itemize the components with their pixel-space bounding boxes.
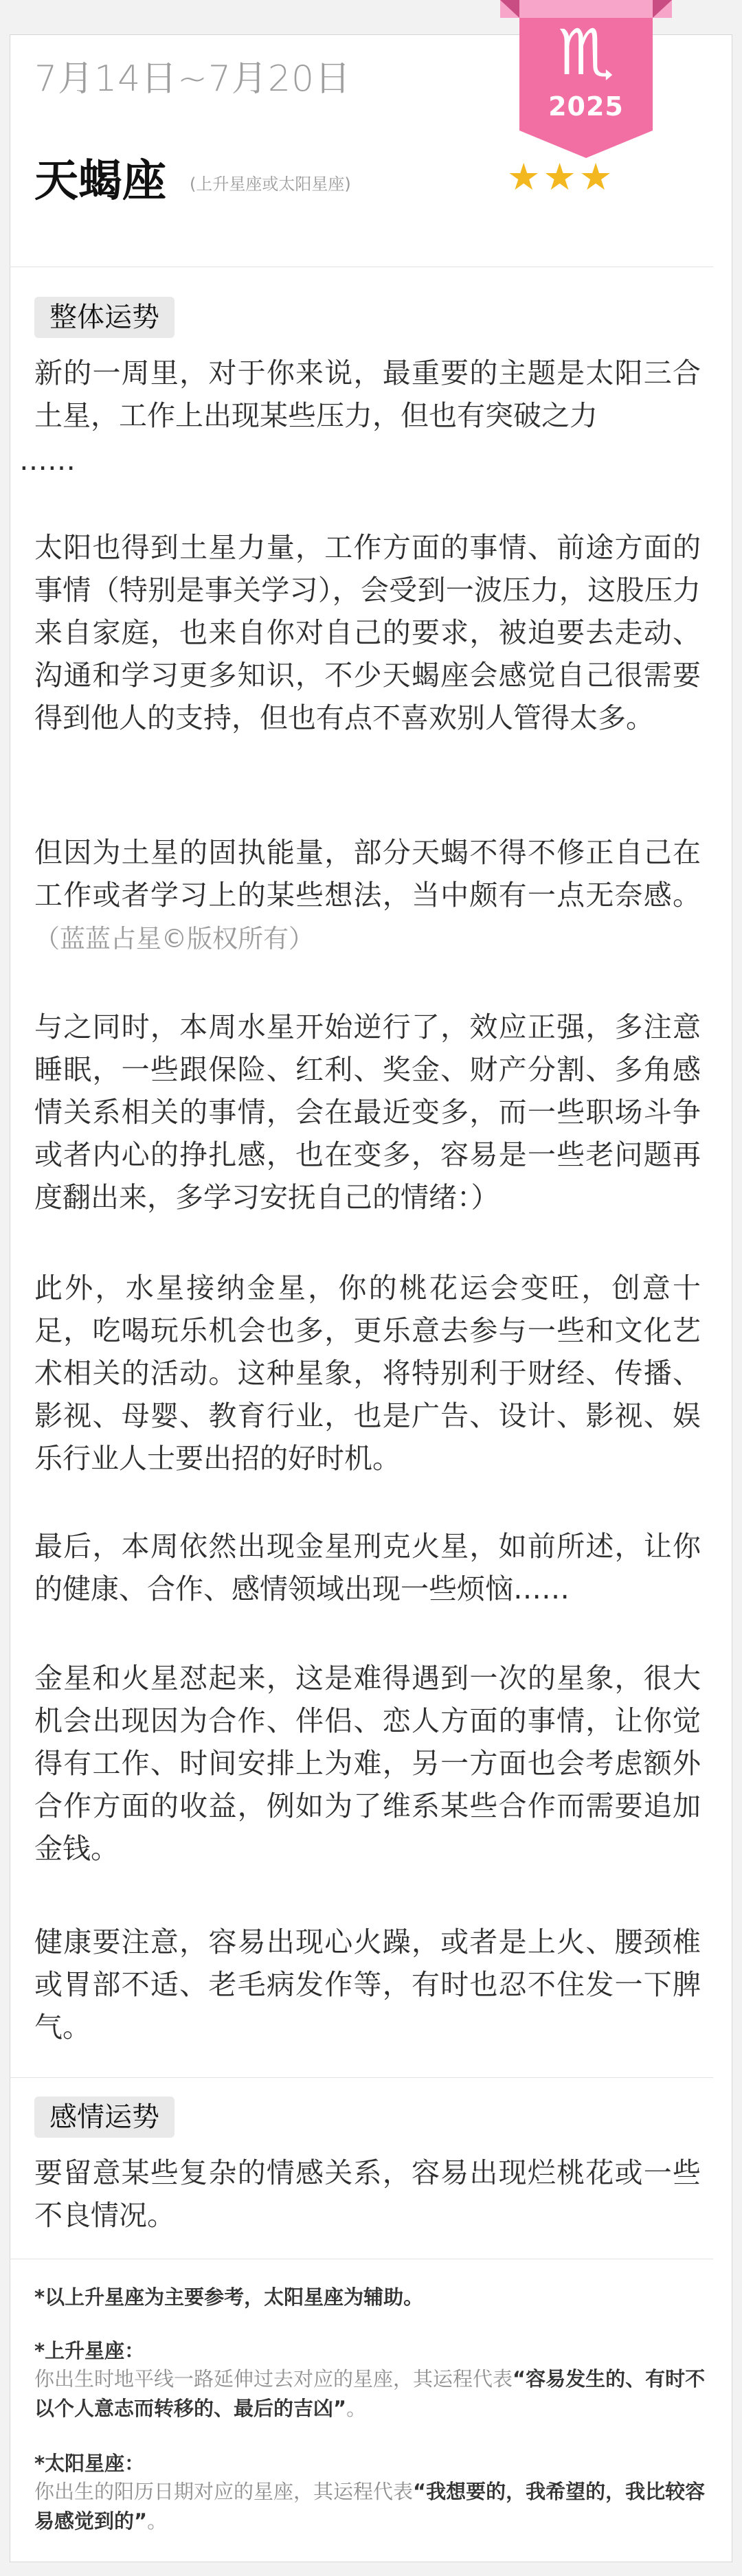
overall-paragraph-3-text: 但因为土星的固执能量，部分天蝎不得不修正自己在工作或者学习上的某些想法，当中颇有一点无奈感。 (34, 836, 701, 912)
note-sun-title: *太阳星座： (34, 2452, 145, 2475)
love-section-tag: 感情运势 (34, 2097, 175, 2138)
note-sun-quote: “我想要的，我希望的，我比较容易感觉到的” (34, 2480, 706, 2533)
note-rising-text: 你出生时地平线一路延伸过去对应的星座，其运程代表 (34, 2367, 513, 2391)
overall-paragraph-8: 健康要注意，容易出现心火躁，或者是上火、腰颈椎或胃部不适、老毛病发作等，有时也忍不住发一下脾气。 (34, 1925, 701, 2044)
sign-subtitle: (上升星座或太阳星座) (190, 174, 351, 194)
scorpio-glyph-icon: ♏ (557, 16, 615, 89)
rating-stars: ★★★ (507, 155, 616, 199)
note-rising-title: *上升星座： (34, 2339, 145, 2362)
love-paragraph: 要留意某些复杂的情感关系，容易出现烂桃花或一些不良情况。 (34, 2156, 701, 2232)
copyright-watermark: （蓝蓝占星©版权所有） (34, 924, 314, 953)
overall-paragraph-3 (34, 831, 701, 959)
sign-title: 天蝎座 (34, 156, 166, 207)
overall-paragraph-5: 此外，水星接纳金星，你的桃花运会变旺，创意十足，吃喝玩乐机会也多，更乐意去参与一些和文化艺术相关的活动。这种星象，将特别利于财经、传播、影视、母婴、教育行业，也是广告、设计、影视、娱乐行业人士要出招的好时机。 (34, 1272, 701, 1475)
date-range: 7月14日~7月20日 (34, 58, 352, 100)
overall-section-tag: 整体运势 (34, 297, 175, 338)
overall-paragraph-6: 最后，本周依然出现金星刑克火星，如前所述，让你的健康、合作、感情领域出现一些烦恼…… (34, 1530, 701, 1605)
overall-paragraph-2: 太阳也得到土星力量，工作方面的事情、前途方面的事情（特别是事关学习），会受到一波压力，这股压力来自家庭，也来自你对自己的要求，被迫要去走动、沟通和学习更多知识，不少天蝎座会感觉自己很需要得到他人的支持，但也有点不喜欢别人管得太多。 (34, 531, 701, 734)
note-rising-end: 。 (346, 2397, 367, 2420)
overall-paragraph-7: 金星和火星怼起来，这是难得遇到一次的星象，很大机会出现因为合作、伴侣、恋人方面的事情，让你觉得有工作、时间安排上为难，另一方面也会考虑额外合作方面的收益，例如为了维系某些合作而需要追加金钱。 (34, 1662, 701, 1865)
note-main: *以上升星座为主要参考，太阳星座为辅助。 (34, 2285, 424, 2309)
divider (10, 2077, 713, 2078)
badge-year: 2025 (548, 91, 624, 122)
note-sun-end: 。 (147, 2509, 168, 2533)
scorpio-badge (500, 0, 672, 158)
note-sun-body (34, 2477, 708, 2536)
note-rising-quote: “容易发生的、有时不以个人意志而转移的、最后的吉凶” (34, 2367, 706, 2420)
note-sun-text: 你出生的阳历日期对应的星座，其运程代表 (34, 2480, 414, 2503)
overall-paragraph-4: 与之同时，本周水星开始逆行了，效应正强，多注意睡眠，一些跟保险、红利、奖金、财产分割、多角感情关系相关的事情，会在最近变多，而一些职场斗争或者内心的挣扎感，也在变多，容易是一些老问题再度翻出来，多学习安抚自己的情绪：） (34, 1010, 701, 1214)
note-rising-body (34, 2364, 708, 2424)
overall-paragraph-1-ellipsis: …… (19, 444, 76, 477)
overall-paragraph-1: 新的一周里，对于你来说，最重要的主题是太阳三合土星，工作上出现某些压力，但也有突破之力 (34, 357, 701, 432)
